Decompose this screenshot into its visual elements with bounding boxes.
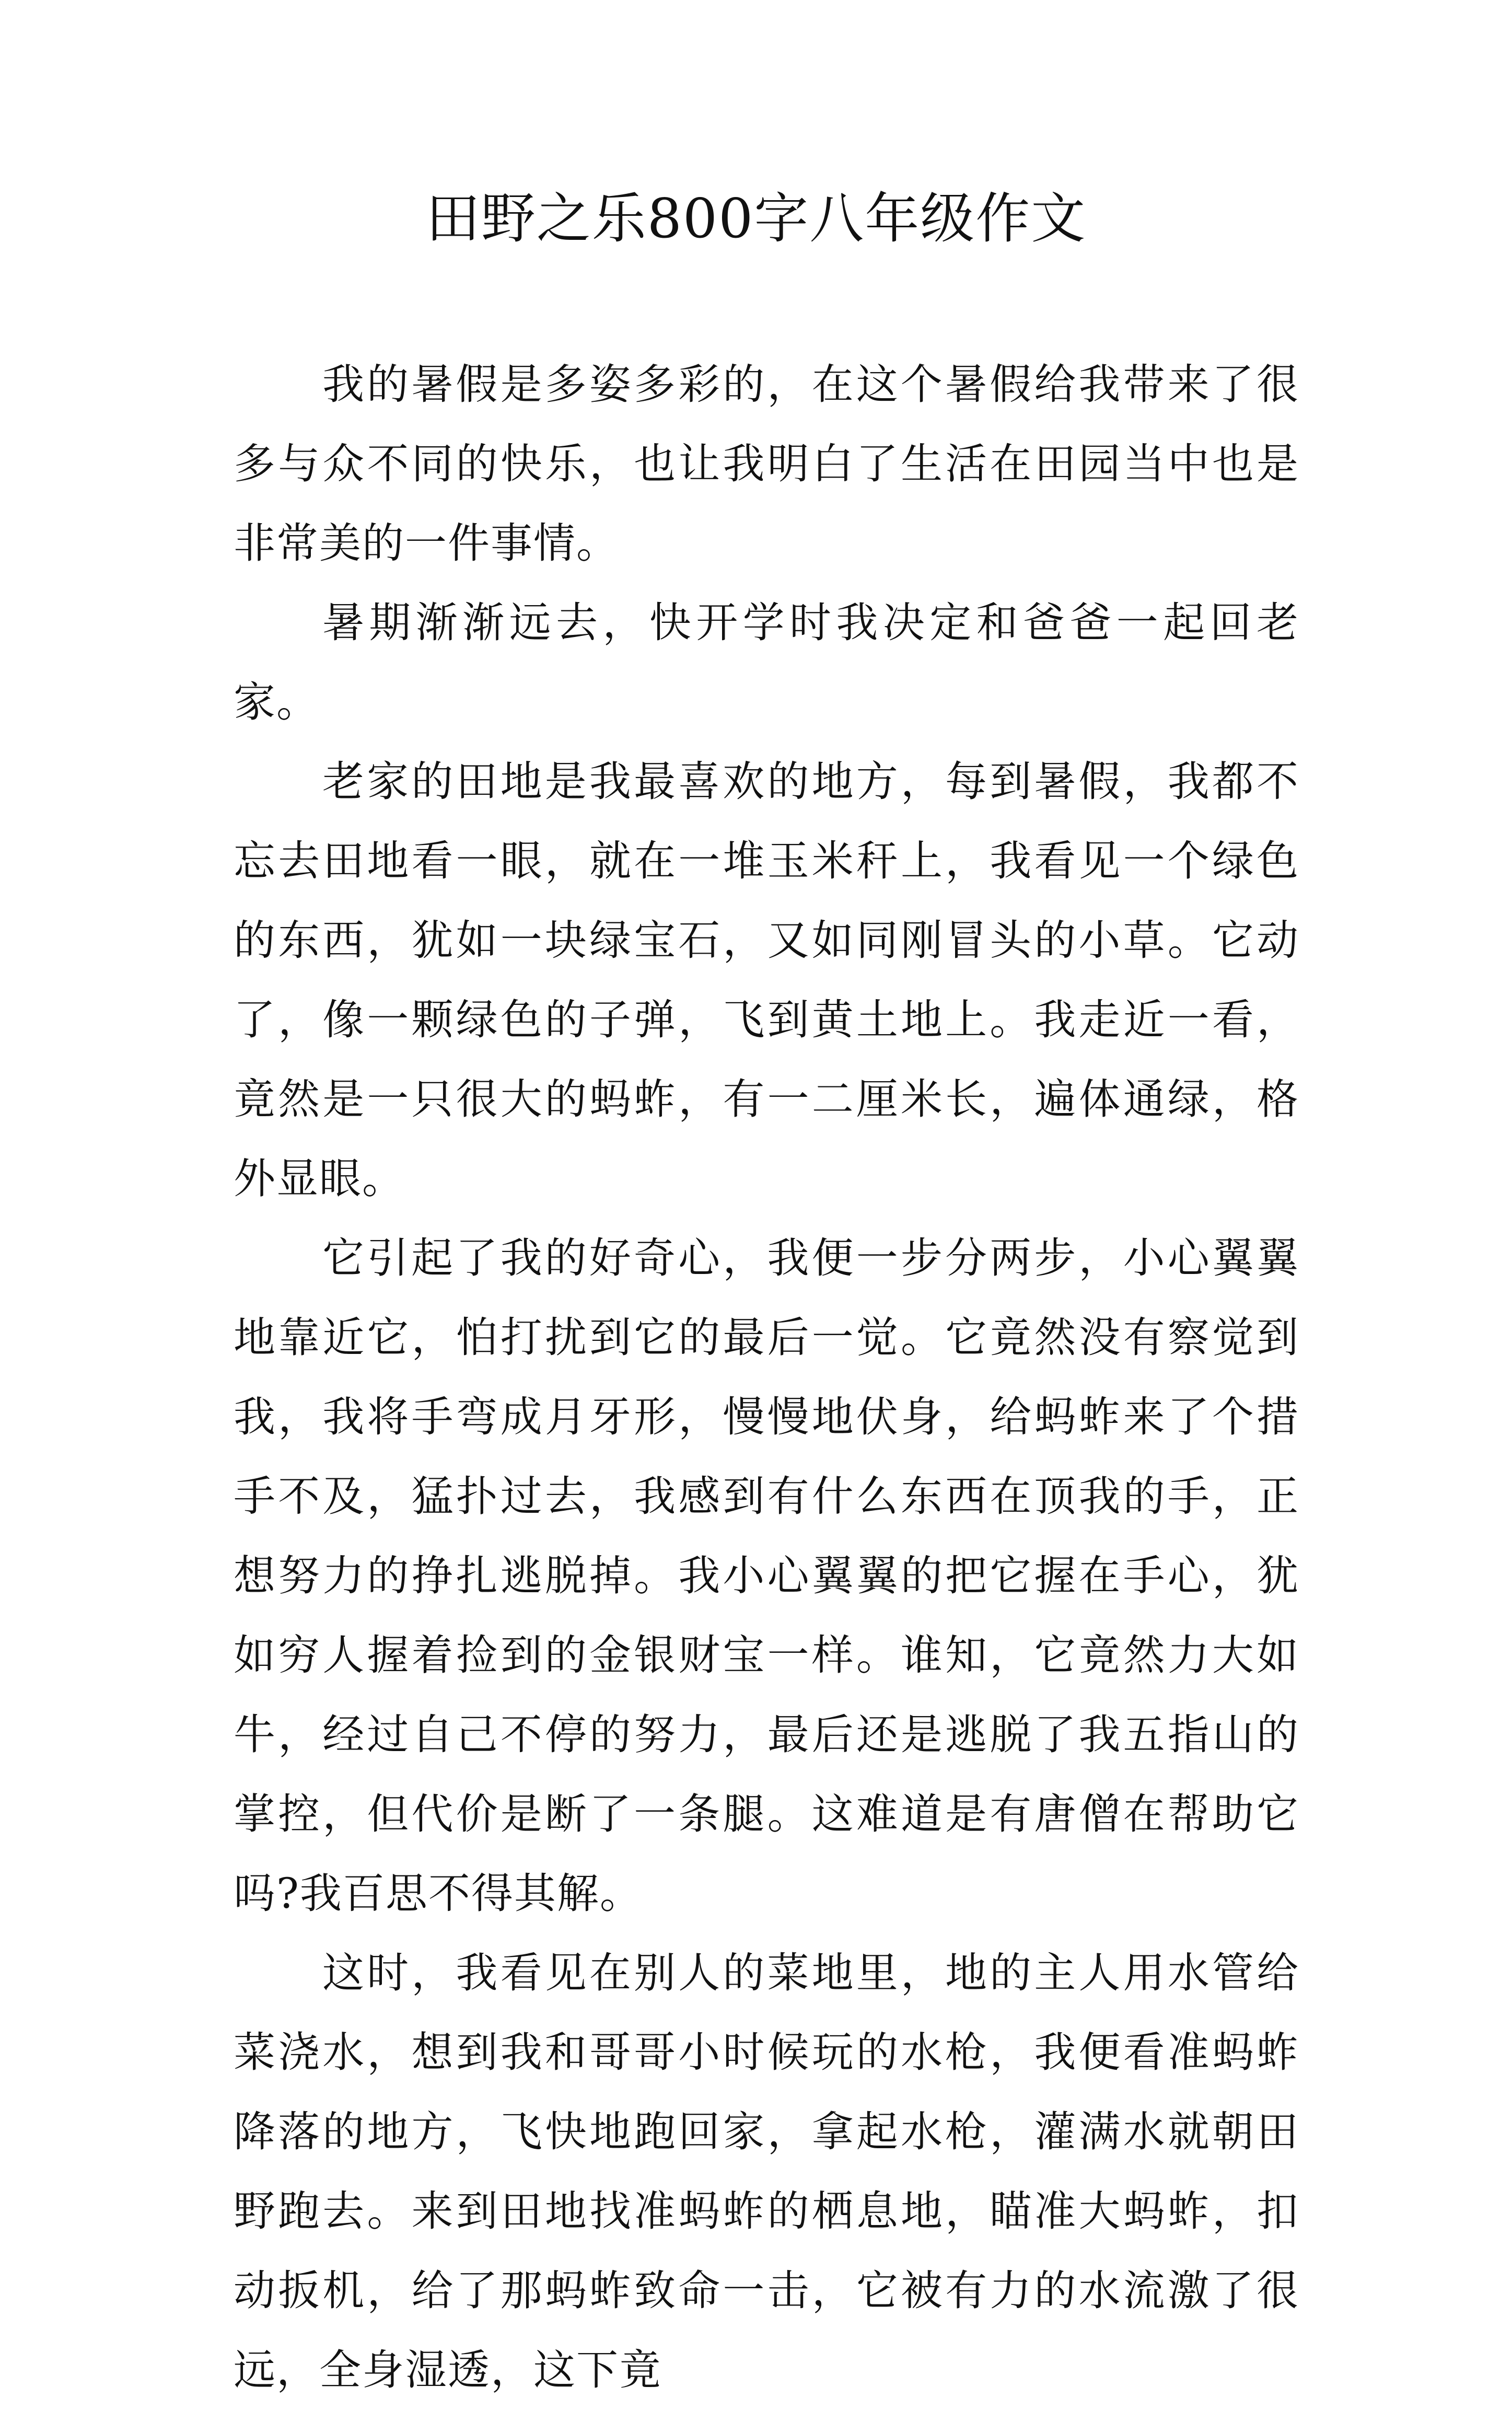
paragraph: 我的暑假是多姿多彩的，在这个暑假给我带来了很多与众不同的快乐，也让我明白了生活在田园当中也是非常美的一件事情。	[234, 360, 1299, 567]
document-body	[234, 345, 1299, 2410]
paragraph: 它引起了我的好奇心，我便一步分两步，小心翼翼地靠近它，怕打扰到它的最后一觉。它竟然没有察觉到我，我将手弯成月牙形，慢慢地伏身，给蚂蚱来了个措手不及，猛扑过去，我感到有什么东西在顶我的手，正想努力的挣扎逃脱掉。我小心翼翼的把它握在手心，犹如穷人握着捡到的金银财宝一样。谁知，它竟然力大如牛，经过自己不停的努力，最后还是逃脱了我五指山的掌控，但代价是断了一条腿。这难道是有唐僧在帮助它吗?我百思不得其解。	[234, 1234, 1299, 1918]
paragraph: 老家的田地是我最喜欢的地方，每到暑假，我都不忘去田地看一眼，就在一堆玉米秆上，我看见一个绿色的东西，犹如一块绿宝石，又如同刚冒头的小草。它动了，像一颗绿色的子弹，飞到黄土地上。我走近一看，竟然是一只很大的蚂蚱，有一二厘米长，遍体通绿，格外显眼。	[234, 757, 1299, 1203]
paragraph: 这时，我看见在别人的菜地里，地的主人用水管给菜浇水，想到我和哥哥小时候玩的水枪，我便看准蚂蚱降落的地方，飞快地跑回家，拿起水枪，灌满水就朝田野跑去。来到田地找准蚂蚱的栖息地，瞄准大蚂蚱，扣动扳机，给了那蚂蚱致命一击，它被有力的水流激了很远，全身湿透，这下竟	[234, 1949, 1299, 2394]
document-title: 田野之乐800字八年级作文	[425, 187, 1087, 250]
paragraph: 暑期渐渐远去，快开学时我决定和爸爸一起回老家。	[234, 598, 1299, 726]
